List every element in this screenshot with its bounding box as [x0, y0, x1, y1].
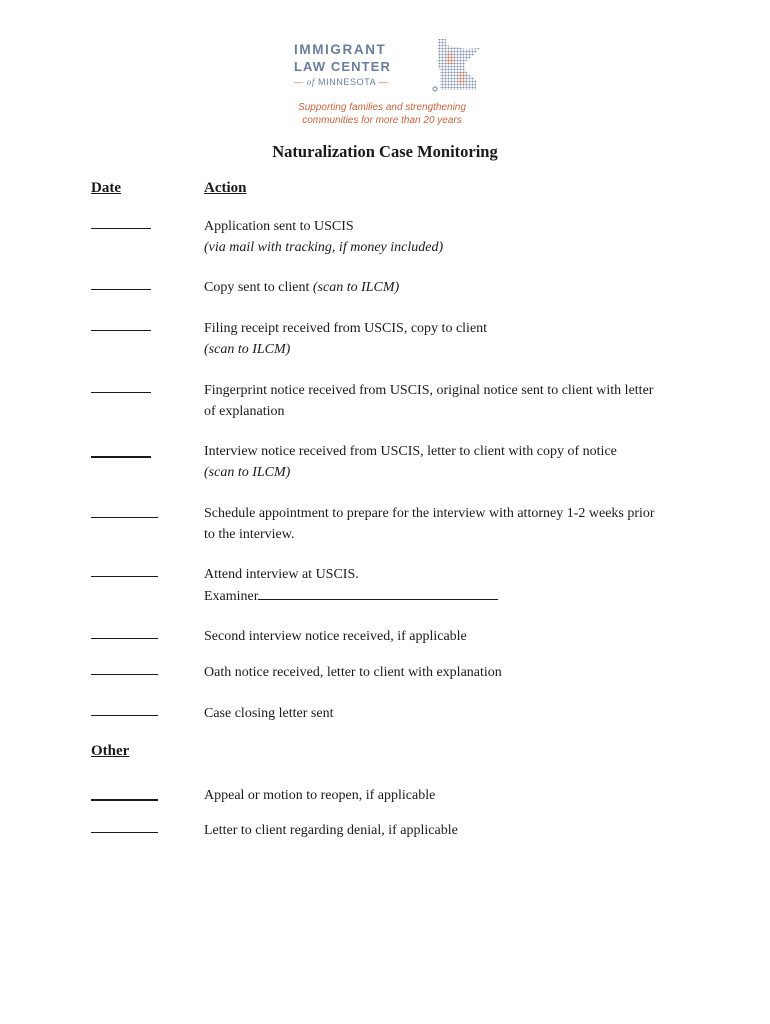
logo-line-minnesota: — of MINNESOTA —	[294, 77, 389, 87]
action-text	[204, 626, 674, 647]
date-blank-field[interactable]	[91, 832, 158, 833]
action-label: Application sent to USCIS	[204, 219, 354, 234]
page-title: Naturalization Case Monitoring	[272, 142, 498, 161]
logo-line-immigrant: IMMIGRANT	[294, 42, 387, 57]
logo-line-law-center: LAW CENTER	[294, 59, 391, 74]
date-blank-field[interactable]	[91, 517, 158, 518]
minnesota-map-icon	[432, 38, 482, 92]
action-label: Second interview notice received, if applicable	[204, 629, 467, 644]
action-note: (scan to ILCM)	[204, 342, 291, 357]
logo-tagline	[293, 101, 471, 127]
examiner-label: Examiner	[204, 589, 259, 604]
examiner-blank-field[interactable]	[258, 585, 498, 600]
date-blank-field[interactable]	[91, 289, 151, 290]
date-blank-field[interactable]	[91, 228, 151, 229]
action-text	[204, 441, 674, 483]
date-blank-field[interactable]	[91, 392, 151, 393]
action-label: Oath notice received, letter to client with explanation	[204, 665, 502, 680]
action-text	[204, 503, 666, 545]
action-label: Case closing letter sent	[204, 706, 334, 721]
date-blank-field[interactable]	[91, 715, 158, 716]
action-text	[204, 662, 674, 683]
action-text	[204, 703, 674, 724]
action-label: Schedule appointment to prepare for the interview with attorney 1-2 weeks prior to the interview.	[204, 506, 655, 542]
tagline-line-2: communities for more than 20 years	[302, 115, 462, 126]
logo-of: of	[306, 77, 315, 87]
date-blank-field[interactable]	[91, 799, 158, 801]
action-label: Attend interview at USCIS.	[204, 567, 359, 582]
action-label: Filing receipt received from USCIS, copy to client	[204, 321, 488, 336]
date-blank-field[interactable]	[91, 576, 158, 577]
action-text	[204, 216, 674, 258]
tagline-line-1: Supporting families and strengthening	[298, 102, 466, 113]
action-column-header: Action	[204, 180, 247, 196]
date-column-header: Date	[91, 180, 121, 196]
action-label: Appeal or motion to reopen, if applicable	[204, 788, 436, 803]
date-blank-field[interactable]	[91, 330, 151, 331]
other-section-header: Other	[91, 743, 130, 759]
action-text	[204, 318, 674, 360]
action-note: (scan to ILCM)	[312, 280, 400, 295]
action-note: (scan to ILCM)	[204, 465, 291, 480]
action-label: Interview notice received from USCIS, letter to client with copy of notice	[204, 444, 617, 459]
action-note: (via mail with tracking, if money included)	[204, 240, 444, 255]
date-blank-field[interactable]	[91, 674, 158, 675]
action-label: Copy sent to client	[204, 280, 313, 295]
action-text	[204, 564, 674, 607]
action-label: Letter to client regarding denial, if applicable	[204, 823, 458, 838]
action-text	[204, 380, 664, 422]
action-text	[204, 820, 674, 841]
date-blank-field[interactable]	[91, 638, 158, 639]
organization-logo	[293, 38, 493, 130]
logo-state: MINNESOTA	[318, 77, 376, 87]
action-label: Fingerprint notice received from USCIS, original notice sent to client with letter of explanation	[204, 383, 654, 419]
date-blank-field[interactable]	[91, 456, 151, 458]
action-text	[204, 785, 674, 806]
action-text	[204, 277, 674, 298]
